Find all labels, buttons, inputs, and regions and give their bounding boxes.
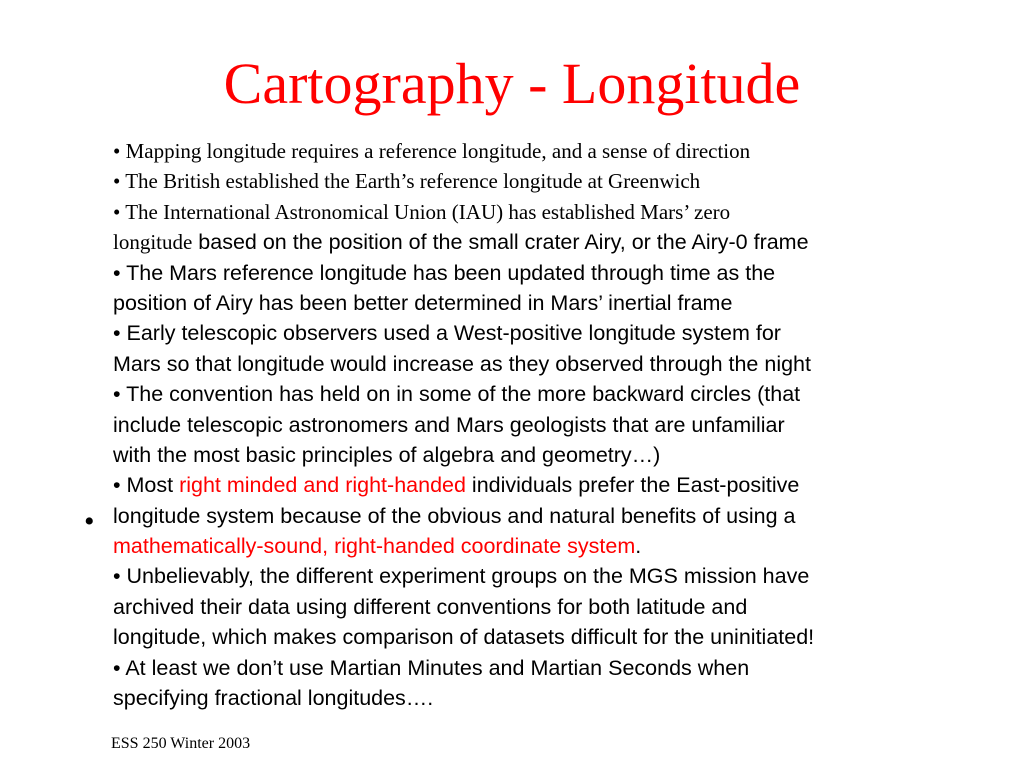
slide-body	[113, 136, 973, 713]
body-line: • The convention has held on in some of the more backward circles (that	[113, 382, 801, 407]
body-text: .	[635, 534, 642, 559]
body-text: longitude	[113, 230, 193, 255]
body-text: individuals prefer the East-positive	[465, 473, 800, 498]
body-line	[113, 227, 973, 257]
body-line: Mars so that longitude would increase as they observed through the night	[113, 351, 811, 376]
body-line: archived their data using different conventions for both latitude and	[113, 594, 748, 619]
body-text: based on the position of the small crater Airy, or the Airy-0 frame	[192, 230, 809, 255]
body-line	[113, 470, 973, 500]
highlight-text: mathematically-sound, right-handed coordinate system	[113, 534, 636, 559]
body-line: include telescopic astronomers and Mars geologists that are unfamiliar	[113, 412, 785, 437]
body-line: with the most basic principles of algebra and geometry…)	[113, 442, 661, 467]
body-line: • The British established the Earth’s reference longitude at Greenwich	[113, 169, 701, 194]
body-line: position of Airy has been better determined in Mars’ inertial frame	[113, 290, 733, 315]
body-line: • Unbelievably, the different experiment groups on the MGS mission have	[113, 564, 810, 589]
footer-text: ESS 250 Winter 2003	[111, 735, 251, 752]
body-line	[113, 531, 973, 561]
body-line: specifying fractional longitudes….	[113, 686, 434, 711]
body-line: longitude, which makes comparison of datasets difficult for the uninitiated!	[113, 625, 815, 650]
body-line: • The International Astronomical Union (IAU) has established Mars’ zero	[113, 199, 731, 224]
body-line: • Mapping longitude requires a reference longitude, and a sense of direction	[113, 139, 751, 163]
body-line: • Early telescopic observers used a West-positive longitude system for	[113, 321, 781, 346]
body-line: longitude system because of the obvious and natural benefits of using a	[113, 503, 796, 528]
highlight-text: right minded and right-handed	[179, 473, 466, 498]
body-line: • At least we don’t use Martian Minutes and Martian Seconds when	[113, 655, 750, 680]
slide-title: Cartography - Longitude	[223, 51, 801, 116]
body-line: • The Mars reference longitude has been updated through time as the	[113, 260, 776, 285]
body-text: • Most	[113, 473, 180, 498]
main-bullet: •	[84, 505, 95, 538]
